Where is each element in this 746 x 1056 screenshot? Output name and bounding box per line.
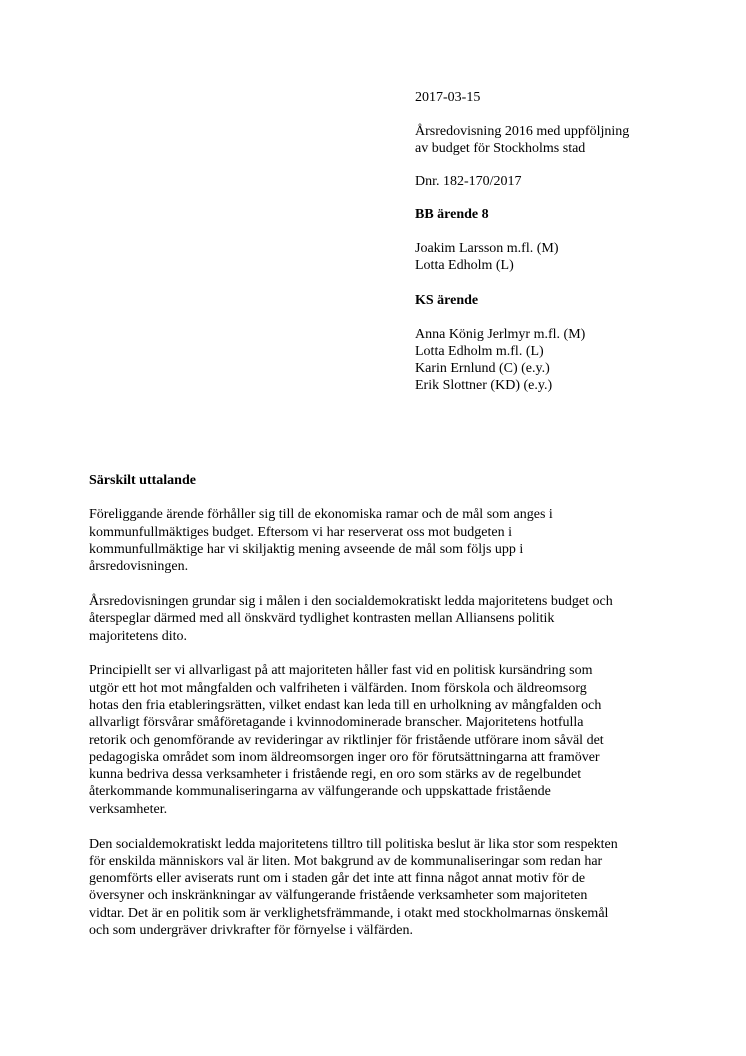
paragraph-line: pedagogiska området som inom äldreomsorgen inger oro för förutsättningarna att framöver bbox=[89, 749, 600, 765]
signer-name: Erik Slottner (KD) (e.y.) bbox=[415, 378, 553, 393]
body-paragraph bbox=[89, 593, 669, 645]
body-paragraph bbox=[89, 662, 669, 818]
paragraph-line: kunna bedriva dessa verksamheter i fristående regi, en oro som stärks av de regelbundet bbox=[89, 767, 582, 783]
paragraph-line: vidtar. Det är en politik som är verklighetsfrämmande, i otakt med stockholmarnas önskemål bbox=[89, 905, 609, 921]
signer-name: Lotta Edholm (L) bbox=[415, 258, 514, 273]
signer-name: Joakim Larsson m.fl. (M) bbox=[415, 241, 559, 256]
report-title-line: Årsredovisning 2016 med uppföljning bbox=[415, 124, 630, 139]
body-paragraph bbox=[89, 836, 669, 940]
document-date: 2017-03-15 bbox=[415, 90, 481, 105]
signer-name: Anna König Jerlmyr m.fl. (M) bbox=[415, 327, 586, 342]
report-title-line: av budget för Stockholms stad bbox=[415, 141, 586, 156]
paragraph-line: kommunfullmäktige har vi skiljaktig mening avseende de mål som följs upp i bbox=[89, 541, 524, 557]
signer-name: Karin Ernlund (C) (e.y.) bbox=[415, 361, 550, 376]
document-header bbox=[415, 89, 715, 394]
paragraph-line: återkommande kommunaliseringarna av välfungerande och uppskattade fristående bbox=[89, 784, 551, 800]
paragraph-line: utgör ett hot mot mångfalden och valfriheten i välfärden. Inom förskola och äldreomsorg bbox=[89, 680, 587, 696]
paragraph-line: för enskilda människors val är liten. Mot bakgrund av de kommunaliseringar som redan har bbox=[89, 853, 603, 869]
paragraph-line: Den socialdemokratiskt ledda majoritetens tilltro till politiska beslut är lika stor som respekten bbox=[89, 836, 618, 852]
paragraph-line: hotas den fria etableringsrätten, vilket endast kan leda till en urholkning av mångfalden och bbox=[89, 697, 602, 713]
paragraph-line: majoritetens dito. bbox=[89, 628, 187, 644]
body-paragraph bbox=[89, 506, 669, 575]
paragraph-line: återspeglar därmed med all önskvärd tydlighet kontrasten mellan Alliansens politik bbox=[89, 611, 555, 627]
bb-signers bbox=[415, 240, 715, 274]
section-heading: Särskilt uttalande bbox=[89, 473, 196, 488]
paragraph-line: och som undergräver drivkrafter för förnyelse i välfärden. bbox=[89, 923, 413, 939]
paragraph-line: genomförts eller aviserats runt om i staden går det inte att finna något annat motiv för de bbox=[89, 871, 586, 887]
bb-case-heading: BB ärende 8 bbox=[415, 207, 489, 222]
paragraph-line: retorik och genomförande av revideringar av riktlinjer för fristående utförare inom såväl det bbox=[89, 732, 604, 748]
report-title bbox=[415, 123, 715, 157]
document-body bbox=[89, 472, 669, 957]
ks-signers bbox=[415, 326, 715, 394]
paragraph-line: verksamheter. bbox=[89, 801, 168, 817]
paragraph-line: Föreliggande ärende förhåller sig till de ekonomiska ramar och de mål som anges i bbox=[89, 507, 553, 523]
paragraph-line: översyner och inskränkningar av välfungerande fristående verksamheter som majoriteten bbox=[89, 888, 588, 904]
paragraph-line: årsredovisningen. bbox=[89, 559, 189, 575]
ks-case-heading: KS ärende bbox=[415, 293, 479, 308]
signer-name: Lotta Edholm m.fl. (L) bbox=[415, 344, 544, 359]
diary-number: Dnr. 182-170/2017 bbox=[415, 174, 522, 189]
paragraph-line: kommunfullmäktiges budget. Eftersom vi har reserverat oss mot budgeten i bbox=[89, 524, 513, 540]
paragraph-line: Principiellt ser vi allvarligast på att majoriteten håller fast vid en politisk kursändring som bbox=[89, 663, 593, 679]
paragraph-line: Årsredovisningen grundar sig i målen i den socialdemokratiskt ledda majoritetens budget och bbox=[89, 593, 613, 609]
paragraph-line: allvarligt försvårar småföretagande i kvinnodominerade branscher. Majoritetens hotfulla bbox=[89, 715, 584, 731]
